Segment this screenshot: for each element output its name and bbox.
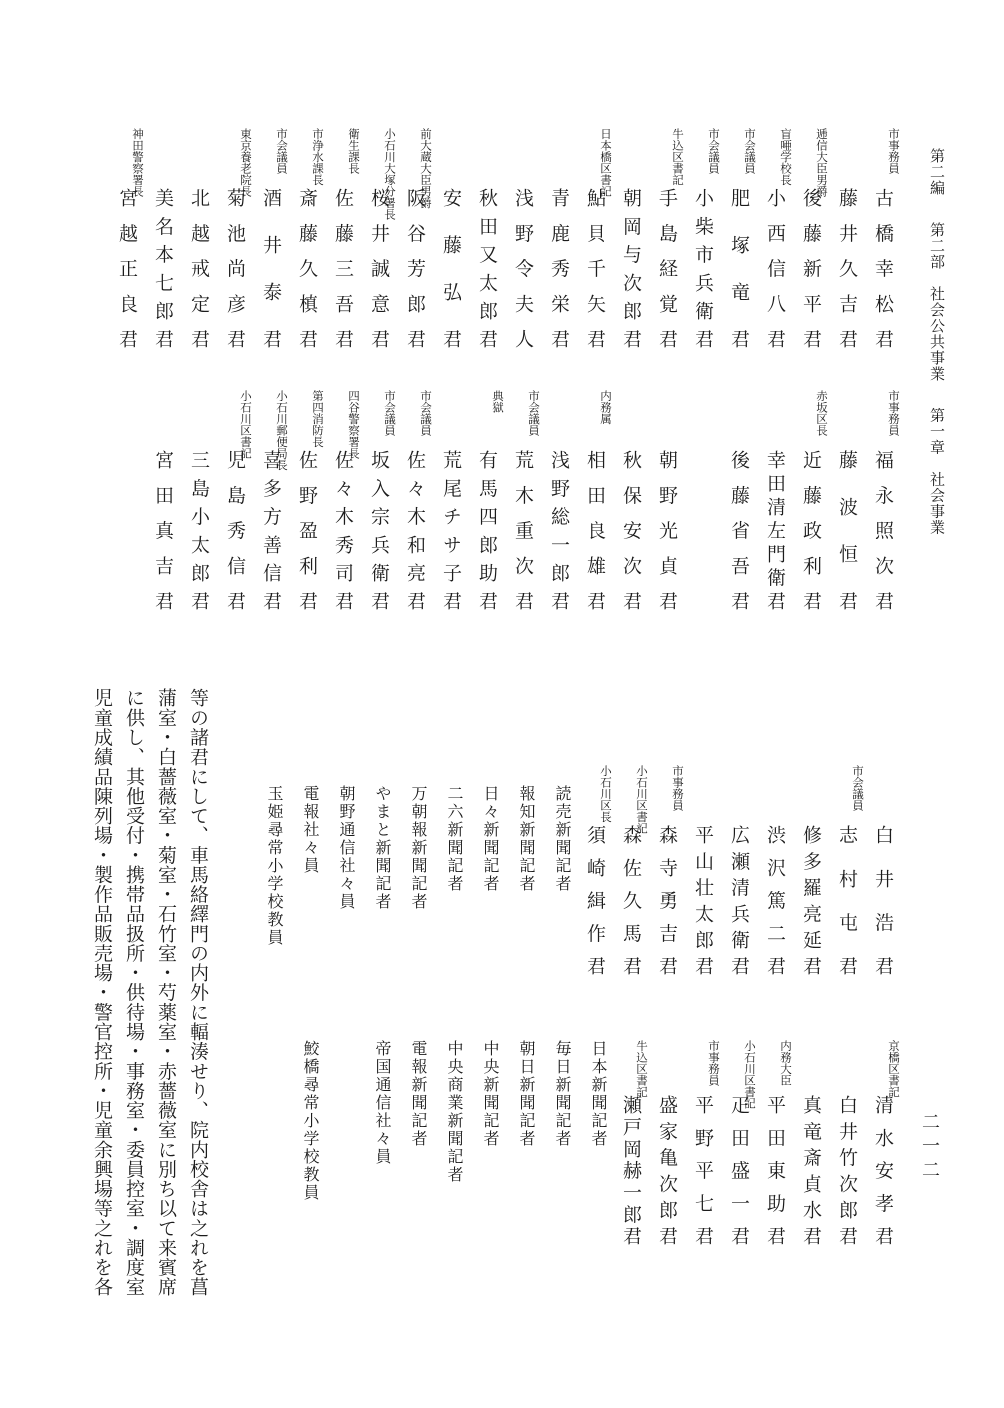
attendee-title: 赤坂区長 [815,390,829,436]
attendee-column [436,390,472,610]
attendee-name: 小西信八君 [764,188,786,348]
attendee-name: 喜多方善信君 [260,450,282,610]
publication-title: 万朝報新聞記者 [409,785,428,911]
attendee-column [508,128,544,348]
attendee-title: 典獄 [491,390,505,413]
attendee-name: 菊池尚彦君 [224,188,246,348]
attendee-column [652,128,688,348]
attendee-name: 荒尾チサ子君 [440,450,462,610]
attendee-column [616,128,652,348]
publication-column [400,1040,436,1250]
prose-line: 児童成績品陳列場・製作品販売場・警官控所・児童余興場等之れを各 [91,688,113,1296]
publication-column [580,1040,616,1250]
attendee-name: 肥塚竜君 [728,188,750,348]
attendee-block-3 [220,765,904,985]
publication-title: 中央新聞記者 [481,1040,500,1148]
attendee-column [796,1040,832,1250]
attendee-title: 市会議員 [851,765,865,811]
publication-column [544,1040,580,1250]
attendee-column [328,390,364,610]
chapter-title: 社会事業 [928,471,946,536]
attendee-name: 北越戒定君 [188,188,210,348]
publication-title: 電報新聞記者 [409,1040,428,1148]
attendee-column [760,765,796,985]
attendee-name: 福永照次君 [872,450,894,610]
attendee-name: 小柴市兵衛君 [692,188,714,348]
attendee-name: 相田良雄君 [584,450,606,610]
attendee-column [760,1040,796,1250]
publication-title: 報知新聞記者 [517,785,536,893]
attendee-title: 小石川大塚分署長 [383,128,397,220]
attendee-name: 盛家亀次郎君 [656,1095,678,1245]
attendee-column [292,390,328,610]
publication-column [328,765,364,985]
publication-column [364,765,400,985]
attendee-name: 古橋幸松君 [872,188,894,348]
attendee-name: 後藤省吾君 [728,450,750,610]
attendee-column [580,765,616,985]
attendee-title: 市事務員 [887,390,901,436]
part-label: 第二部 [928,221,946,270]
attendee-column [472,128,508,348]
attendee-name: 疋田盛一君 [728,1095,750,1245]
attendee-name: 宮田真吉君 [152,450,174,610]
attendee-name: 手島経覚君 [656,188,678,348]
attendee-name: 浅野総一郎君 [548,450,570,610]
attendee-name: 児島秀信君 [224,450,246,610]
attendee-title: 小石川区書記 [743,1040,757,1109]
attendee-name: 瀬戸岡赫一郎君 [620,1095,642,1245]
attendee-title: 小石川郵便局長 [275,390,289,471]
attendee-column [652,390,688,610]
attendee-title: 市会議員 [419,390,433,436]
attendee-name: 白井浩君 [872,825,894,975]
attendee-column [436,128,472,348]
publication-column [436,1040,472,1250]
attendee-title: 第四消防長 [311,390,325,448]
attendee-title: 牛込区書記 [635,1040,649,1098]
attendee-column [148,128,184,348]
attendee-name: 阪谷芳郎君 [404,188,426,348]
attendee-name: 平山壮太郎君 [692,825,714,975]
attendee-title: 神田警察署長 [131,128,145,197]
attendee-title: 市事務員 [671,765,685,811]
attendee-column [832,1040,868,1250]
attendee-column [400,390,436,610]
attendee-column [184,390,220,610]
attendee-block-2 [148,390,904,610]
attendee-name: 白井竹次郎君 [836,1095,858,1245]
attendee-column [184,128,220,348]
attendee-column [688,390,724,610]
publication-column [364,1040,400,1250]
attendee-title: 日本橋区書記 [599,128,613,197]
attendee-column [796,390,832,610]
publication-column [472,765,508,985]
attendee-column [580,390,616,610]
publication-title: 朝野通信社々員 [337,785,356,911]
attendee-name: 佐藤三吾君 [332,188,354,348]
attendee-title: 逓信大臣男爵 [815,128,829,197]
attendee-column [832,128,868,348]
prose-text [54,688,214,1296]
attendee-name: 安藤弘君 [440,188,462,348]
attendee-title: 内務属 [599,390,613,425]
page-header [929,148,944,535]
prose-line: に供し、其他受付・携帯品扱所・供待場・事務室・委員控室・調度室 [123,688,145,1296]
attendee-column [832,390,868,610]
publication-title: やまと新聞記者 [373,785,392,911]
attendee-column [688,1040,724,1250]
attendee-title: 京橋区書記 [887,1040,901,1098]
attendee-title: 内務大臣 [779,1040,793,1086]
attendee-title: 小石川区書記 [239,390,253,459]
publication-title: 朝日新聞記者 [517,1040,536,1148]
publication-title: 玉姫尋常小学校教員 [265,785,284,947]
attendee-name: 浅野令夫人 [512,188,534,348]
attendee-block-1 [112,128,904,348]
attendee-column [364,390,400,610]
attendee-name: 森佐久馬君 [620,825,642,975]
attendee-column [868,128,904,348]
attendee-name: 森寺勇吉君 [656,825,678,975]
volume-label: 第二編 [928,148,946,196]
attendee-column [112,128,148,348]
attendee-column [760,128,796,348]
attendee-title: 市会議員 [743,128,757,174]
attendee-title: 前大蔵大臣男爵 [419,128,433,209]
attendee-name: 佐々木和亮君 [404,450,426,610]
publication-title: 日本新聞記者 [589,1040,608,1148]
attendee-column [616,1040,652,1250]
part-title: 社会公共事業 [928,285,946,382]
attendee-column [148,390,184,610]
attendee-column [724,1040,760,1250]
attendee-name: 広瀬清兵衛君 [728,825,750,975]
attendee-name: 修多羅亮延君 [800,825,822,975]
chapter-label: 第一章 [928,407,946,456]
attendee-name: 朝野光貞君 [656,450,678,610]
attendee-name: 平野平七君 [692,1095,714,1245]
attendee-column [292,128,328,348]
attendee-title: 牛込区書記 [671,128,685,186]
attendee-title: 市事務員 [707,1040,721,1086]
attendee-column [796,765,832,985]
publication-column [472,1040,508,1250]
attendee-column [616,765,652,985]
attendee-title: 市会議員 [275,128,289,174]
attendee-name: 平田東助君 [764,1095,786,1245]
prose-line: 等の諸君にして、車馬絡繹門の内外に輻湊せり、院内校舎は之れを菖 [187,688,209,1296]
attendee-name: 鮎貝千矢君 [584,188,606,348]
attendee-column [796,128,832,348]
attendee-column [652,765,688,985]
attendee-name: 荒木重次君 [512,450,534,610]
attendee-title: 四谷警察署長 [347,390,361,459]
attendee-name: 近藤政利君 [800,450,822,610]
attendee-name: 秋保安次君 [620,450,642,610]
attendee-column [724,765,760,985]
publication-title: 日々新聞記者 [481,785,500,893]
attendee-column [832,765,868,985]
attendee-column [220,390,256,610]
attendee-column [580,128,616,348]
attendee-name: 佐々木秀司君 [332,450,354,610]
attendee-name: 美名本七郎君 [152,188,174,348]
attendee-name: 幸田清左門衛君 [764,450,786,610]
attendee-column [688,128,724,348]
attendee-name: 坂入宗兵衛君 [368,450,390,610]
attendee-name: 真竜斎貞水君 [800,1095,822,1245]
publication-column [400,765,436,985]
attendee-column [256,128,292,348]
attendee-name: 斎藤久槙君 [296,188,318,348]
attendee-name: 朝岡与次郎君 [620,188,642,348]
page-number: 二一二 [919,1112,940,1184]
attendee-column [724,128,760,348]
attendee-name: 秋田又太郎君 [476,188,498,348]
attendee-name: 藤井久吉君 [836,188,858,348]
attendee-column [508,390,544,610]
prose-line: 蒲室・白薔薇室・菊室・石竹室・芍薬室・赤薔薇室に別ち以て来賓席 [155,688,177,1296]
publication-column [436,765,472,985]
attendee-block-4 [220,1040,904,1250]
publication-column [508,1040,544,1250]
attendee-title: 市会議員 [527,390,541,436]
attendee-title: 衛生課長 [347,128,361,174]
attendee-name: 有馬四郎助君 [476,450,498,610]
attendee-name: 酒井泰君 [260,188,282,348]
attendee-column [328,128,364,348]
attendee-name: 三島小太郎君 [188,450,210,610]
attendee-column [472,390,508,610]
attendee-name: 志村屯君 [836,825,858,975]
publication-title: 中央商業新聞記者 [445,1040,464,1184]
publication-column [544,765,580,985]
publication-title: 毎日新聞記者 [553,1040,572,1148]
attendee-column [868,390,904,610]
attendee-column [364,128,400,348]
attendee-title: 小石川区長 [599,765,613,823]
attendee-column [760,390,796,610]
publication-column [508,765,544,985]
attendee-column [256,390,292,610]
attendee-column [724,390,760,610]
attendee-title: 小石川区書記 [635,765,649,834]
publication-title: 鮫橋尋常小学校教員 [301,1040,320,1202]
attendee-name: 藤波恒君 [836,450,858,610]
attendee-column [868,765,904,985]
attendee-title: 市事務員 [887,128,901,174]
publication-column [256,765,292,985]
attendee-name: 佐野盈利君 [296,450,318,610]
attendee-name: 清水安孝君 [872,1095,894,1245]
attendee-column [868,1040,904,1250]
publication-title: 帝国通信社々員 [373,1040,392,1166]
attendee-column [544,128,580,348]
attendee-name: 桜井誠意君 [368,188,390,348]
publication-title: 二六新聞記者 [445,785,464,893]
publication-title: 電報社々員 [301,785,320,875]
attendee-column [616,390,652,610]
attendee-title: 東京養老院長 [239,128,253,197]
attendee-name: 須崎緝作君 [584,825,606,975]
attendee-name: 渋沢篤二君 [764,825,786,975]
attendee-title: 市会議員 [383,390,397,436]
attendee-title: 市浄水課長 [311,128,325,186]
attendee-column [400,128,436,348]
publication-column [292,765,328,985]
attendee-title: 市会議員 [707,128,721,174]
publication-column [328,1040,364,1250]
attendee-column [652,1040,688,1250]
attendee-name: 宮越正良君 [116,188,138,348]
publication-title: 読売新聞記者 [553,785,572,893]
attendee-column [688,765,724,985]
attendee-name: 青鹿秀栄君 [548,188,570,348]
attendee-column [220,128,256,348]
publication-column [292,1040,328,1250]
attendee-title: 盲唖学校長 [779,128,793,186]
attendee-name: 後藤新平君 [800,188,822,348]
attendee-column [544,390,580,610]
